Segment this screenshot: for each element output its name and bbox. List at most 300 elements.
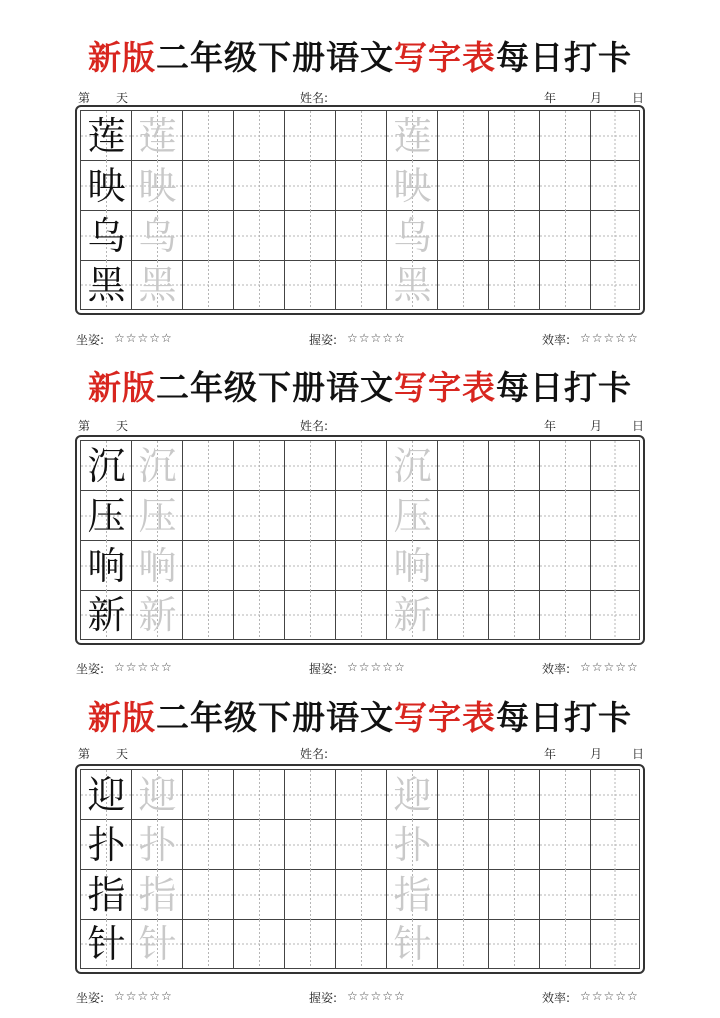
sheet-title (0, 32, 720, 79)
writing-cell[interactable] (540, 870, 591, 920)
cell-guide-lines (540, 491, 591, 541)
writing-cell[interactable] (489, 591, 540, 639)
efficiency-label: 效率: (542, 333, 571, 347)
trace-character: 沉 (393, 444, 432, 488)
writing-cell[interactable] (438, 920, 489, 968)
trace-character: 扑 (138, 823, 177, 867)
cell-guide-lines (183, 161, 234, 211)
writing-cell[interactable] (387, 161, 438, 211)
writing-cell[interactable] (591, 211, 639, 261)
writing-cell[interactable] (438, 211, 489, 261)
cell-guide-lines (540, 161, 591, 211)
cell-guide-lines (183, 770, 234, 820)
cell-guide-lines (183, 591, 234, 639)
writing-cell[interactable] (285, 920, 336, 968)
writing-cell[interactable] (132, 920, 183, 968)
writing-cell[interactable] (285, 770, 336, 820)
writing-cell[interactable] (336, 870, 387, 920)
month-label: 月 (590, 419, 603, 433)
writing-cell[interactable] (183, 491, 234, 541)
writing-cell[interactable] (183, 441, 234, 491)
cell-guide-lines (540, 441, 591, 491)
cell-guide-lines (336, 261, 387, 309)
cell-guide-lines (438, 541, 489, 591)
cell-guide-lines (591, 211, 639, 261)
writing-cell[interactable] (591, 111, 639, 161)
efficiency-rating[interactable]: ☆☆☆☆☆ (580, 331, 639, 345)
day-suffix-label: 天 (116, 91, 129, 105)
practice-grid[interactable] (80, 769, 640, 969)
writing-cell[interactable] (591, 920, 639, 968)
cell-guide-lines (591, 870, 639, 920)
writing-cell[interactable] (489, 541, 540, 591)
model-character: 新 (87, 593, 126, 637)
practice-frame (75, 764, 645, 974)
writing-cell[interactable] (81, 161, 132, 211)
year-label: 年 (544, 91, 557, 105)
writing-cell[interactable] (81, 111, 132, 161)
writing-cell[interactable] (540, 770, 591, 820)
cell-guide-lines (438, 441, 489, 491)
name-label: 姓名: (300, 419, 329, 433)
cell-guide-lines (183, 261, 234, 309)
practice-grid[interactable] (80, 440, 640, 640)
writing-cell[interactable] (387, 591, 438, 639)
writing-cell[interactable] (591, 870, 639, 920)
writing-cell[interactable] (285, 161, 336, 211)
cell-guide-lines (489, 441, 540, 491)
name-label: 姓名: (300, 91, 329, 105)
writing-cell[interactable] (387, 820, 438, 870)
sheet-footer (0, 660, 720, 676)
cell-guide-lines (183, 211, 234, 261)
writing-cell[interactable] (234, 261, 285, 309)
cell-guide-lines (591, 591, 639, 639)
writing-cell[interactable] (540, 161, 591, 211)
writing-cell[interactable] (540, 920, 591, 968)
cell-guide-lines (336, 920, 387, 968)
cell-guide-lines (234, 870, 285, 920)
writing-cell[interactable] (438, 870, 489, 920)
writing-cell[interactable] (336, 261, 387, 309)
grip-rating[interactable]: ☆☆☆☆☆ (347, 331, 406, 345)
trace-character: 迎 (393, 773, 432, 817)
writing-cell[interactable] (489, 920, 540, 968)
writing-cell[interactable] (336, 161, 387, 211)
date-label: 日 (632, 747, 645, 761)
trace-character: 黑 (138, 263, 177, 307)
cell-guide-lines (438, 211, 489, 261)
cell-guide-lines (489, 870, 540, 920)
cell-guide-lines (234, 491, 285, 541)
writing-cell[interactable] (81, 870, 132, 920)
trace-character: 压 (138, 494, 177, 538)
cell-guide-lines (183, 870, 234, 920)
writing-cell[interactable] (234, 870, 285, 920)
writing-cell[interactable] (438, 820, 489, 870)
writing-cell[interactable] (285, 111, 336, 161)
writing-cell[interactable] (387, 920, 438, 968)
efficiency-label: 效率: (542, 662, 571, 676)
writing-cell[interactable] (132, 111, 183, 161)
cell-guide-lines (591, 111, 639, 161)
writing-cell[interactable] (591, 441, 639, 491)
efficiency-rating[interactable]: ☆☆☆☆☆ (580, 989, 639, 1003)
writing-cell[interactable] (132, 491, 183, 541)
cell-guide-lines (540, 870, 591, 920)
title-part-writing-table: 写字表 (394, 698, 496, 737)
writing-cell[interactable] (336, 920, 387, 968)
writing-cell[interactable] (489, 870, 540, 920)
cell-guide-lines (489, 591, 540, 639)
cell-guide-lines (438, 870, 489, 920)
model-character: 沉 (87, 444, 126, 488)
writing-cell[interactable] (183, 591, 234, 639)
trace-character: 压 (393, 494, 432, 538)
sheet-meta-row (0, 417, 720, 433)
cell-guide-lines (540, 770, 591, 820)
writing-cell[interactable] (591, 161, 639, 211)
trace-character: 指 (138, 873, 177, 917)
writing-cell[interactable] (81, 491, 132, 541)
title-part-daily-checkin: 每日打卡 (496, 698, 632, 737)
cell-guide-lines (234, 770, 285, 820)
writing-cell[interactable] (234, 820, 285, 870)
writing-cell[interactable] (132, 541, 183, 591)
cell-guide-lines (540, 591, 591, 639)
cell-guide-lines (336, 441, 387, 491)
title-part-new-edition: 新版 (88, 368, 156, 407)
writing-cell[interactable] (438, 770, 489, 820)
writing-cell[interactable] (183, 820, 234, 870)
title-part-grade: 二年级下册语文 (156, 698, 394, 737)
trace-character: 针 (138, 922, 177, 966)
writing-cell[interactable] (336, 591, 387, 639)
writing-cell[interactable] (183, 870, 234, 920)
trace-character: 乌 (138, 214, 177, 258)
writing-cell[interactable] (132, 820, 183, 870)
title-part-new-edition: 新版 (88, 698, 156, 737)
writing-cell[interactable] (81, 920, 132, 968)
day-prefix-label: 第 (78, 419, 91, 433)
month-label: 月 (590, 91, 603, 105)
writing-cell[interactable] (132, 870, 183, 920)
cell-guide-lines (336, 870, 387, 920)
name-label: 姓名: (300, 747, 329, 761)
model-character: 扑 (87, 823, 126, 867)
writing-cell[interactable] (540, 441, 591, 491)
posture-rating[interactable]: ☆☆☆☆☆ (114, 331, 173, 345)
writing-cell[interactable] (438, 491, 489, 541)
cell-guide-lines (234, 441, 285, 491)
cell-guide-lines (336, 161, 387, 211)
cell-guide-lines (438, 161, 489, 211)
writing-cell[interactable] (285, 820, 336, 870)
writing-cell[interactable] (81, 591, 132, 639)
posture-rating[interactable]: ☆☆☆☆☆ (114, 660, 173, 674)
writing-cell[interactable] (285, 491, 336, 541)
cell-guide-lines (234, 211, 285, 261)
model-character: 迎 (87, 773, 126, 817)
cell-guide-lines (540, 211, 591, 261)
trace-character: 新 (138, 593, 177, 637)
cell-guide-lines (336, 111, 387, 161)
cell-guide-lines (540, 261, 591, 309)
cell-guide-lines (336, 541, 387, 591)
cell-guide-lines (438, 111, 489, 161)
writing-cell[interactable] (387, 870, 438, 920)
writing-cell[interactable] (183, 541, 234, 591)
writing-cell[interactable] (183, 161, 234, 211)
cell-guide-lines (234, 591, 285, 639)
model-character: 压 (87, 494, 126, 538)
writing-cell[interactable] (591, 261, 639, 309)
cell-guide-lines (285, 491, 336, 541)
writing-cell[interactable] (489, 491, 540, 541)
trace-character: 乌 (393, 214, 432, 258)
writing-cell[interactable] (489, 820, 540, 870)
writing-cell[interactable] (336, 541, 387, 591)
posture-label: 坐姿: (76, 662, 105, 676)
writing-cell[interactable] (438, 441, 489, 491)
writing-cell[interactable] (387, 541, 438, 591)
trace-character: 扑 (393, 823, 432, 867)
writing-cell[interactable] (234, 111, 285, 161)
model-character: 指 (87, 873, 126, 917)
writing-cell[interactable] (591, 591, 639, 639)
writing-cell[interactable] (540, 541, 591, 591)
cell-guide-lines (489, 111, 540, 161)
model-character: 黑 (87, 263, 126, 307)
practice-frame (75, 105, 645, 315)
writing-cell[interactable] (81, 441, 132, 491)
cell-guide-lines (285, 770, 336, 820)
cell-guide-lines (591, 770, 639, 820)
writing-cell[interactable] (387, 111, 438, 161)
writing-cell[interactable] (591, 770, 639, 820)
writing-cell[interactable] (540, 261, 591, 309)
cell-guide-lines (438, 920, 489, 968)
writing-cell[interactable] (540, 211, 591, 261)
sheet-title (0, 692, 720, 739)
writing-cell[interactable] (234, 211, 285, 261)
cell-guide-lines (285, 261, 336, 309)
cell-guide-lines (285, 870, 336, 920)
writing-cell[interactable] (336, 111, 387, 161)
cell-guide-lines (285, 161, 336, 211)
cell-guide-lines (285, 541, 336, 591)
cell-guide-lines (438, 491, 489, 541)
posture-label: 坐姿: (76, 333, 105, 347)
sheet-title (0, 362, 720, 409)
cell-guide-lines (183, 920, 234, 968)
cell-guide-lines (489, 261, 540, 309)
writing-cell[interactable] (285, 541, 336, 591)
cell-guide-lines (591, 541, 639, 591)
sheet-meta-row (0, 89, 720, 105)
grip-rating[interactable]: ☆☆☆☆☆ (347, 660, 406, 674)
writing-cell[interactable] (285, 211, 336, 261)
model-character: 针 (87, 922, 126, 966)
writing-cell[interactable] (234, 541, 285, 591)
cell-guide-lines (438, 261, 489, 309)
model-character: 响 (87, 544, 126, 588)
grip-rating[interactable]: ☆☆☆☆☆ (347, 989, 406, 1003)
day-prefix-label: 第 (78, 747, 91, 761)
writing-cell[interactable] (285, 261, 336, 309)
year-label: 年 (544, 747, 557, 761)
cell-guide-lines (336, 211, 387, 261)
cell-guide-lines (234, 920, 285, 968)
writing-cell[interactable] (234, 770, 285, 820)
sheet-meta-row (0, 745, 720, 761)
writing-cell[interactable] (285, 441, 336, 491)
cell-guide-lines (183, 541, 234, 591)
cell-guide-lines (489, 541, 540, 591)
writing-cell[interactable] (438, 261, 489, 309)
cell-guide-lines (489, 920, 540, 968)
writing-cell[interactable] (489, 770, 540, 820)
title-part-writing-table: 写字表 (394, 38, 496, 77)
writing-cell[interactable] (540, 111, 591, 161)
writing-cell[interactable] (438, 161, 489, 211)
cell-guide-lines (336, 820, 387, 870)
cell-guide-lines (540, 820, 591, 870)
cell-guide-lines (438, 820, 489, 870)
writing-cell[interactable] (438, 111, 489, 161)
cell-guide-lines (540, 541, 591, 591)
cell-guide-lines (285, 820, 336, 870)
writing-cell[interactable] (489, 161, 540, 211)
cell-guide-lines (234, 161, 285, 211)
writing-cell[interactable] (285, 870, 336, 920)
writing-cell[interactable] (387, 211, 438, 261)
cell-guide-lines (285, 920, 336, 968)
writing-cell[interactable] (285, 591, 336, 639)
cell-guide-lines (591, 491, 639, 541)
sheet-footer (0, 331, 720, 347)
writing-cell[interactable] (438, 541, 489, 591)
writing-cell[interactable] (438, 591, 489, 639)
sheet-footer (0, 989, 720, 1005)
practice-grid[interactable] (80, 110, 640, 310)
writing-cell[interactable] (81, 261, 132, 309)
writing-cell[interactable] (336, 211, 387, 261)
trace-character: 黑 (393, 263, 432, 307)
writing-cell[interactable] (81, 770, 132, 820)
writing-cell[interactable] (489, 211, 540, 261)
writing-cell[interactable] (81, 820, 132, 870)
cell-guide-lines (234, 820, 285, 870)
writing-cell[interactable] (132, 261, 183, 309)
writing-cell[interactable] (132, 441, 183, 491)
cell-guide-lines (540, 920, 591, 968)
writing-cell[interactable] (540, 820, 591, 870)
writing-cell[interactable] (336, 820, 387, 870)
trace-character: 针 (393, 922, 432, 966)
model-character: 映 (87, 164, 126, 208)
writing-cell[interactable] (336, 491, 387, 541)
date-label: 日 (632, 419, 645, 433)
title-part-writing-table: 写字表 (394, 368, 496, 407)
writing-cell[interactable] (387, 261, 438, 309)
writing-cell[interactable] (234, 491, 285, 541)
cell-guide-lines (489, 820, 540, 870)
writing-cell[interactable] (540, 591, 591, 639)
trace-character: 莲 (138, 114, 177, 158)
writing-cell[interactable] (234, 161, 285, 211)
efficiency-rating[interactable]: ☆☆☆☆☆ (580, 660, 639, 674)
cell-guide-lines (183, 441, 234, 491)
writing-cell[interactable] (183, 261, 234, 309)
cell-guide-lines (540, 111, 591, 161)
cell-guide-lines (336, 491, 387, 541)
writing-cell[interactable] (591, 541, 639, 591)
writing-cell[interactable] (234, 920, 285, 968)
trace-character: 迎 (138, 773, 177, 817)
writing-cell[interactable] (183, 111, 234, 161)
cell-guide-lines (234, 541, 285, 591)
writing-cell[interactable] (387, 441, 438, 491)
writing-cell[interactable] (132, 591, 183, 639)
cell-guide-lines (183, 820, 234, 870)
cell-guide-lines (285, 211, 336, 261)
title-part-grade: 二年级下册语文 (156, 368, 394, 407)
cell-guide-lines (183, 111, 234, 161)
cell-guide-lines (489, 491, 540, 541)
cell-guide-lines (591, 441, 639, 491)
writing-cell[interactable] (234, 591, 285, 639)
cell-guide-lines (285, 591, 336, 639)
trace-character: 映 (138, 164, 177, 208)
year-label: 年 (544, 419, 557, 433)
month-label: 月 (590, 747, 603, 761)
writing-cell[interactable] (387, 491, 438, 541)
writing-cell[interactable] (336, 441, 387, 491)
day-suffix-label: 天 (116, 419, 129, 433)
cell-guide-lines (489, 211, 540, 261)
efficiency-label: 效率: (542, 991, 571, 1005)
writing-cell[interactable] (591, 820, 639, 870)
day-suffix-label: 天 (116, 747, 129, 761)
writing-cell[interactable] (387, 770, 438, 820)
writing-cell[interactable] (132, 211, 183, 261)
trace-character: 莲 (393, 114, 432, 158)
writing-cell[interactable] (183, 211, 234, 261)
writing-cell[interactable] (336, 770, 387, 820)
writing-cell[interactable] (183, 920, 234, 968)
writing-cell[interactable] (540, 491, 591, 541)
writing-cell[interactable] (132, 161, 183, 211)
writing-cell[interactable] (489, 441, 540, 491)
writing-cell[interactable] (183, 770, 234, 820)
cell-guide-lines (285, 441, 336, 491)
trace-character: 指 (393, 873, 432, 917)
writing-cell[interactable] (81, 541, 132, 591)
writing-cell[interactable] (81, 211, 132, 261)
cell-guide-lines (591, 820, 639, 870)
writing-cell[interactable] (234, 441, 285, 491)
writing-cell[interactable] (132, 770, 183, 820)
cell-guide-lines (285, 111, 336, 161)
writing-cell[interactable] (489, 261, 540, 309)
trace-character: 响 (393, 544, 432, 588)
writing-cell[interactable] (489, 111, 540, 161)
posture-rating[interactable]: ☆☆☆☆☆ (114, 989, 173, 1003)
grip-label: 握姿: (309, 333, 338, 347)
title-part-daily-checkin: 每日打卡 (496, 368, 632, 407)
writing-cell[interactable] (591, 491, 639, 541)
